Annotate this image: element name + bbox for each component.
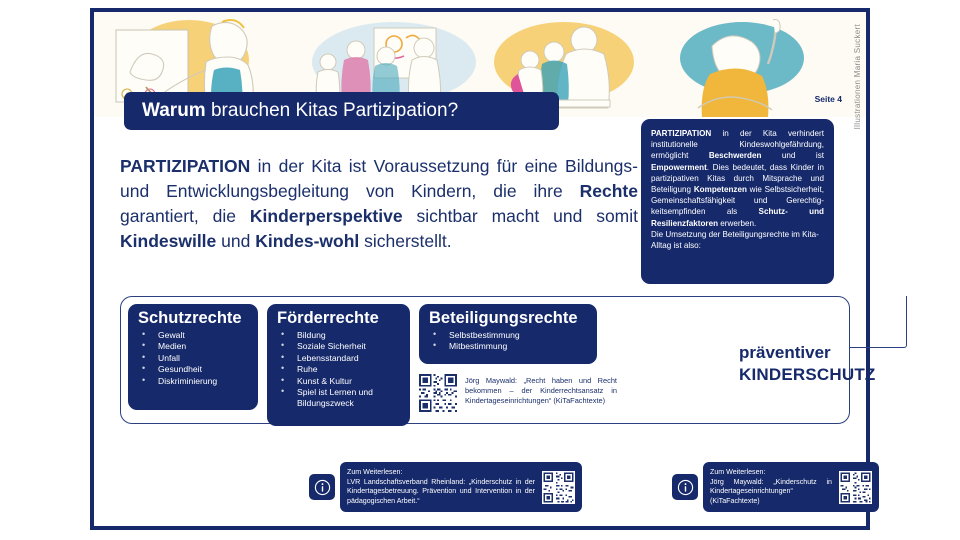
list-item-continuation: Bildungszweck: [297, 398, 354, 409]
read-more-box-maywald: [672, 462, 879, 512]
qr-citation-text-block: [465, 374, 617, 406]
side-note-box: [641, 119, 834, 284]
side-note-text-2: und ist: [761, 151, 824, 161]
lead-text-5: sicherstellt.: [359, 231, 452, 251]
list-item: • Soziale Sicherheit: [275, 341, 402, 352]
read-more-source: (KiTaFachtexte): [710, 496, 760, 505]
list-item: • Lebensstandard: [275, 353, 402, 364]
list-item: • Selbstbestimmung: [427, 330, 589, 341]
lead-bold-partizipation: PARTIZIPATION: [120, 156, 251, 176]
page-number: Seite 4: [814, 94, 842, 104]
side-note-bold-5: Schutz- und Resilienzfaktoren: [651, 207, 824, 228]
illustration-credit: Illustrationen Maria Suckert: [853, 24, 862, 130]
read-more-text-lvr: [347, 468, 535, 506]
qr-citation-title: Jörg Maywald: „Recht haben und Recht bekommen – der Kinderrechtsansatz in Kindertageseinrichtungen“: [465, 376, 617, 405]
read-more-text-maywald: [710, 468, 832, 506]
list-item: • Diskriminierung: [136, 376, 250, 387]
side-note-text-4: wie Selbstsicherheit, Gemeinschaftsfähigkeit und Gerechtig-keitsempfinden als: [651, 185, 824, 217]
side-note-closing: Die Umsetzung der Beteiligungsrechte im Kita-Alltag ist also:: [651, 229, 819, 251]
info-icon-glyph: [677, 479, 694, 496]
rights-container-connector: [849, 296, 907, 348]
qr-citation-maywald: [419, 374, 719, 412]
slide-title-banner: [124, 92, 559, 130]
list-item: • Ruhe: [275, 364, 402, 375]
side-note-text-3: . Dies bedeutet, dass Kinder in partizipativen Kitas durch Mitsprache und Beteiligung: [651, 162, 824, 195]
card-schutzrechte: [128, 304, 258, 410]
list-item: • Unfall: [136, 353, 250, 364]
side-note-bold-3: Empowerment: [651, 162, 707, 172]
info-icon: [309, 474, 335, 500]
qr-code-icon[interactable]: [419, 374, 457, 412]
list-item: • Mitbestimmung: [427, 341, 589, 352]
card-beteiligungsrechte-list: [427, 330, 589, 353]
read-more-body-lvr: [340, 462, 582, 512]
list-item: • Medien: [136, 341, 250, 352]
card-beteiligungsrechte-title: Beteiligungsrechte: [429, 309, 578, 327]
lead-bold-kindeswohl: Kindes-wohl: [255, 231, 360, 251]
list-item: • Gewalt: [136, 330, 250, 341]
card-beteiligungsrechte: [419, 304, 597, 364]
lead-bold-kinderperspektive: Kinderperspektive: [249, 206, 403, 226]
read-more-heading: Zum Weiterlesen:: [347, 468, 403, 476]
read-more-heading: Zum Weiterlesen:: [710, 468, 766, 476]
side-note-bold-2: Beschwerden: [708, 151, 762, 161]
slide-frame: [90, 8, 876, 530]
praeventiver-kinderschutz-label: [739, 342, 876, 386]
side-note-bold-4: Kompetenzen: [693, 185, 747, 195]
list-item: • Gesundheit: [136, 364, 250, 375]
page-title-rest: brauchen Kitas Partizipation?: [205, 100, 459, 121]
card-schutzrechte-list: [136, 330, 250, 387]
lead-text-2: garantiert, die: [120, 206, 250, 226]
read-more-reference: LVR Landschaftsverband Rheinland: „Kinderschutz in der Kindertagesbetreuung. Prävention und Intervention in der pädagogischen Arbeit.“: [347, 477, 535, 505]
side-note-bold-1: PARTIZIPATION: [651, 129, 712, 138]
lead-text-1: in der Kita ist Voraussetzung für eine Bildungs- und Entwicklungsbegleitung von Kindern, die ihre: [120, 156, 638, 201]
info-icon: [672, 474, 698, 500]
qr-code-icon[interactable]: [839, 471, 872, 504]
read-more-body-maywald: [703, 462, 879, 512]
card-foerderrechte-title: Förderrechte: [277, 309, 379, 327]
lead-bold-kindeswille: Kindeswille: [120, 231, 217, 251]
card-foerderrechte: [267, 304, 410, 426]
read-more-box-lvr: [309, 462, 582, 512]
qr-citation-source: (KiTaFachtexte): [553, 396, 606, 405]
lead-bold-rechte: Rechte: [579, 181, 638, 201]
side-note-text-5: erwerben.: [718, 218, 757, 228]
lead-paragraph: [120, 154, 638, 254]
page-title: [142, 100, 458, 122]
list-item: • Bildung: [275, 330, 402, 341]
card-schutzrechte-title: Schutzrechte: [138, 309, 242, 327]
read-more-reference: Jörg Maywald: „Kinderschutz in Kindertageseinrichtungen“: [710, 477, 832, 496]
page-title-bold: Warum: [142, 100, 206, 121]
qr-code-icon[interactable]: [542, 471, 575, 504]
info-icon-glyph: [314, 479, 331, 496]
lead-text-3: sichtbar macht und somit: [402, 206, 639, 226]
card-foerderrechte-list: [275, 330, 402, 410]
side-note-text-1: in der Kita verhindert institutionelle Kindeswohlgefährdung, ermöglicht: [651, 129, 824, 161]
praeventiver-line2: KINDERSCHUTZ: [739, 365, 876, 384]
list-item: • Kunst & Kultur: [275, 376, 402, 387]
lead-text-4: und: [216, 231, 256, 251]
praeventiver-line1: präventiver: [739, 343, 831, 362]
list-item: • Spiel ist Lernen und: [275, 387, 402, 398]
